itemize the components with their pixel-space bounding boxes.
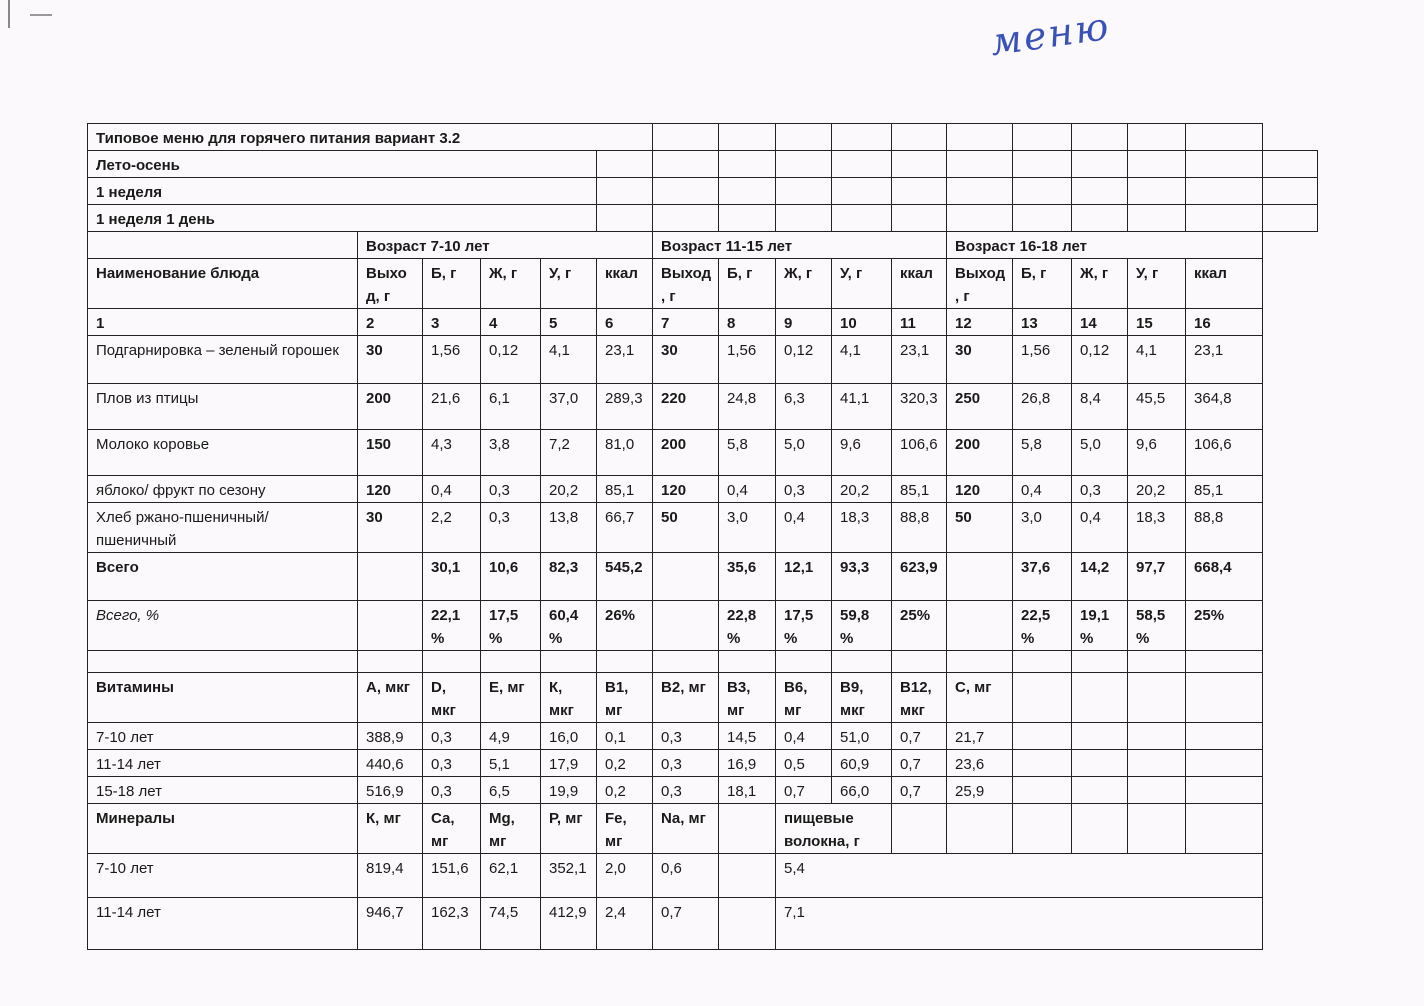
empty-cell [1072,804,1128,854]
empty-cell [1186,804,1263,854]
mineral-value: 0,7 [653,898,719,950]
empty-cell [947,651,1013,673]
dish-value: 37,0 [541,384,597,430]
mineral-header: Fe, мг [597,804,653,854]
carbs-header: У, г [832,259,892,309]
total-value [947,553,1013,601]
total-percent-value: 26% [597,601,653,651]
dish-value: 106,6 [1186,430,1263,476]
dish-value: 0,4 [719,476,776,503]
dish-value: 30 [358,336,423,384]
vitamin-value: 0,3 [423,777,481,804]
mineral-header: К, мг [358,804,423,854]
vitamin-header: К, мкг [541,673,597,723]
dish-value: 23,1 [1186,336,1263,384]
total-value [358,553,423,601]
mineral-value: 7,1 [776,898,1263,950]
empty-cell [1128,777,1186,804]
dish-value: 0,3 [1072,476,1128,503]
carbs-header: У, г [541,259,597,309]
vitamin-value: 0,3 [423,750,481,777]
age-group-11-15: Возраст 11-15 лет [653,232,947,259]
vitamins-header-row [88,673,1318,723]
empty-cell [1072,723,1128,750]
dish-value: 6,3 [776,384,832,430]
vitamin-value: 6,5 [481,777,541,804]
yield-header: Выход, г [653,259,719,309]
dish-value: 5,8 [1013,430,1072,476]
total-value: 668,4 [1186,553,1263,601]
empty-cell [1128,673,1186,723]
dish-value: 50 [947,503,1013,553]
vitamins-label: Витамины [88,673,358,723]
mineral-value: 352,1 [541,854,597,898]
vitamin-header: D, мкг [423,673,481,723]
dish-value: 0,4 [1072,503,1128,553]
dish-value: 85,1 [597,476,653,503]
dish-value: 20,2 [541,476,597,503]
column-number: 10 [832,309,892,336]
dish-value: 24,8 [719,384,776,430]
vitamin-row [88,723,1318,750]
total-percent-value: 25% [892,601,947,651]
total-percent-value: 19,1 % [1072,601,1128,651]
season-row [88,151,1318,178]
total-value: 35,6 [719,553,776,601]
dish-value: 0,4 [776,503,832,553]
dish-row [88,476,1318,503]
dish-value: 21,6 [423,384,481,430]
dish-value: 18,3 [832,503,892,553]
vitamin-value: 0,3 [653,750,719,777]
fat-header: Ж, г [1072,259,1128,309]
kcal-header: ккал [1186,259,1263,309]
week-label: 1 неделя [88,178,597,205]
vitamin-header: А, мкг [358,673,423,723]
empty-cell [1013,750,1072,777]
total-percent-value: 22,8 % [719,601,776,651]
mineral-value: 2,0 [597,854,653,898]
mineral-row [88,898,1318,950]
vitamin-value: 0,7 [892,777,947,804]
dish-value: 0,4 [1013,476,1072,503]
total-percent-row [88,601,1318,651]
vitamin-value: 0,7 [776,777,832,804]
column-number: 3 [423,309,481,336]
dish-row [88,430,1318,476]
dish-value: 3,8 [481,430,541,476]
vitamin-header: С, мг [947,673,1013,723]
dish-value: 20,2 [832,476,892,503]
kcal-header: ккал [597,259,653,309]
dish-value: 2,2 [423,503,481,553]
empty-cell [1013,777,1072,804]
menu-table [87,123,1318,950]
mineral-value: 5,4 [776,854,1263,898]
total-row [88,553,1318,601]
empty-cell [892,651,947,673]
dish-value: 88,8 [892,503,947,553]
dish-value: 320,3 [892,384,947,430]
column-number: 9 [776,309,832,336]
mineral-value: 62,1 [481,854,541,898]
mineral-header: Р, мг [541,804,597,854]
dish-row [88,384,1318,430]
empty-cell [541,651,597,673]
empty-cell [1072,777,1128,804]
title-row [88,124,1318,151]
dish-value: 364,8 [1186,384,1263,430]
mineral-row [88,854,1318,898]
empty-cell [1186,673,1263,723]
total-percent-value: 22,1 % [423,601,481,651]
dish-value: 9,6 [1128,430,1186,476]
dish-name: Подгарнировка – зеленый горошек [88,336,358,384]
total-value [653,553,719,601]
empty-cell [1072,651,1128,673]
minerals-header-row [88,804,1318,854]
handwritten-note: меню [987,3,1113,65]
protein-header: Б, г [719,259,776,309]
empty-cell [1013,804,1072,854]
total-value: 37,6 [1013,553,1072,601]
dish-value: 3,0 [1013,503,1072,553]
dish-value: 30 [358,503,423,553]
column-number: 8 [719,309,776,336]
season-label: Лето-осень [88,151,597,178]
week-day-row [88,205,1318,232]
empty-cell [1128,651,1186,673]
menu-table-body [88,124,1318,950]
dish-value: 85,1 [892,476,947,503]
vitamin-value: 0,5 [776,750,832,777]
total-percent-value [358,601,423,651]
dish-value: 4,1 [832,336,892,384]
dish-row [88,503,1318,553]
vitamin-value: 60,9 [832,750,892,777]
column-number: 4 [481,309,541,336]
total-percent-label: Всего, % [88,601,358,651]
empty-cell [1186,651,1263,673]
empty-cell [1186,750,1263,777]
dish-value: 106,6 [892,430,947,476]
vitamin-value: 18,1 [719,777,776,804]
vitamin-value: 0,7 [892,723,947,750]
empty-cell [1072,750,1128,777]
total-value: 12,1 [776,553,832,601]
dish-value: 88,8 [1186,503,1263,553]
dish-value: 220 [653,384,719,430]
dish-value: 50 [653,503,719,553]
dish-value: 18,3 [1128,503,1186,553]
mineral-header: пищевые волокна, г [776,804,892,854]
dish-value: 0,12 [776,336,832,384]
mineral-age-label: 7-10 лет [88,854,358,898]
total-percent-value: 59,8 % [832,601,892,651]
dish-value: 120 [358,476,423,503]
mineral-value: 74,5 [481,898,541,950]
dish-value: 41,1 [832,384,892,430]
empty-cell [776,651,832,673]
dish-value: 5,8 [719,430,776,476]
dish-value: 0,4 [423,476,481,503]
vitamin-value: 19,9 [541,777,597,804]
dish-value: 0,3 [481,503,541,553]
total-percent-value: 58,5 % [1128,601,1186,651]
column-number: 2 [358,309,423,336]
scan-edge-mark [30,14,52,16]
empty-cell [832,651,892,673]
vitamin-value: 23,6 [947,750,1013,777]
empty-cell [1128,804,1186,854]
empty-cell [719,651,776,673]
total-value: 97,7 [1128,553,1186,601]
vitamin-header: В9, мкг [832,673,892,723]
dish-value: 0,3 [481,476,541,503]
mineral-value: 412,9 [541,898,597,950]
dish-value: 4,1 [1128,336,1186,384]
kcal-header: ккал [892,259,947,309]
vitamin-value: 516,9 [358,777,423,804]
vitamin-value: 16,0 [541,723,597,750]
vitamin-row [88,777,1318,804]
dish-value: 8,4 [1072,384,1128,430]
dish-value: 81,0 [597,430,653,476]
empty-cell [1013,673,1072,723]
empty-cell [1186,723,1263,750]
total-value: 545,2 [597,553,653,601]
dish-value: 20,2 [1128,476,1186,503]
vitamin-value: 0,3 [653,777,719,804]
dish-value: 5,0 [776,430,832,476]
total-percent-value: 17,5 % [776,601,832,651]
total-percent-value: 17,5 % [481,601,541,651]
dish-value: 289,3 [597,384,653,430]
dish-value: 85,1 [1186,476,1263,503]
vitamin-value: 0,3 [423,723,481,750]
mineral-age-label: 11-14 лет [88,898,358,950]
dish-value: 1,56 [1013,336,1072,384]
vitamin-value: 0,3 [653,723,719,750]
dish-value: 23,1 [597,336,653,384]
column-number: 16 [1186,309,1263,336]
column-number-row [88,309,1318,336]
carbs-header: У, г [1128,259,1186,309]
vitamin-age-label: 7-10 лет [88,723,358,750]
vitamin-value: 66,0 [832,777,892,804]
empty-cell [88,651,358,673]
empty-cell [1128,750,1186,777]
mineral-value: 819,4 [358,854,423,898]
yield-header: Выход, г [947,259,1013,309]
dish-value: 4,3 [423,430,481,476]
empty-cell [653,651,719,673]
dish-value: 30 [947,336,1013,384]
dish-value: 0,12 [481,336,541,384]
vitamin-value: 0,2 [597,750,653,777]
dish-value: 150 [358,430,423,476]
dish-value: 45,5 [1128,384,1186,430]
protein-header: Б, г [1013,259,1072,309]
total-value: 10,6 [481,553,541,601]
mineral-value: 151,6 [423,854,481,898]
mineral-header: Са, мг [423,804,481,854]
vitamin-header: В3, мг [719,673,776,723]
spacer-row [88,651,1318,673]
dish-value: 1,56 [423,336,481,384]
empty-cell [597,651,653,673]
column-number: 11 [892,309,947,336]
column-number: 15 [1128,309,1186,336]
dish-value: 120 [653,476,719,503]
dish-value: 9,6 [832,430,892,476]
scan-edge-mark [8,0,10,28]
column-number: 14 [1072,309,1128,336]
vitamin-value: 14,5 [719,723,776,750]
column-number: 5 [541,309,597,336]
dish-value: 3,0 [719,503,776,553]
dish-value: 200 [947,430,1013,476]
dish-name-header: Наименование блюда [88,259,358,309]
empty-cell [892,804,947,854]
vitamin-age-label: 15-18 лет [88,777,358,804]
minerals-label: Минералы [88,804,358,854]
age-group-7-10: Возраст 7-10 лет [358,232,653,259]
empty-cell [719,898,776,950]
dish-name: Молоко коровье [88,430,358,476]
fat-header: Ж, г [776,259,832,309]
empty-cell [1072,673,1128,723]
mineral-value: 162,3 [423,898,481,950]
week-row [88,178,1318,205]
total-value: 30,1 [423,553,481,601]
total-percent-value: 25% [1186,601,1263,651]
total-label: Всего [88,553,358,601]
fat-header: Ж, г [481,259,541,309]
empty-cell [1013,651,1072,673]
vitamin-value: 25,9 [947,777,1013,804]
dish-name: Хлеб ржано-пшеничный/ пшеничный [88,503,358,553]
vitamin-value: 4,9 [481,723,541,750]
dish-row [88,336,1318,384]
total-percent-value [653,601,719,651]
dish-value: 0,3 [776,476,832,503]
dish-value: 13,8 [541,503,597,553]
vitamin-header: В1, мг [597,673,653,723]
dish-value: 6,1 [481,384,541,430]
empty-cell [358,651,423,673]
dish-value: 250 [947,384,1013,430]
age-group-16-18: Возраст 16-18 лет [947,232,1263,259]
dish-value: 23,1 [892,336,947,384]
yield-header: Выход, г [358,259,423,309]
protein-header: Б, г [423,259,481,309]
dish-value: 200 [653,430,719,476]
total-value: 14,2 [1072,553,1128,601]
total-percent-value [947,601,1013,651]
vitamin-value: 0,4 [776,723,832,750]
dish-value: 7,2 [541,430,597,476]
column-number: 6 [597,309,653,336]
vitamin-value: 5,1 [481,750,541,777]
column-number: 7 [653,309,719,336]
mineral-value: 2,4 [597,898,653,950]
dish-value: 4,1 [541,336,597,384]
empty-cell [947,804,1013,854]
empty-cell [719,804,776,854]
empty-cell [481,651,541,673]
vitamin-value: 17,9 [541,750,597,777]
dish-name: яблоко/ фрукт по сезону [88,476,358,503]
mineral-value: 0,6 [653,854,719,898]
vitamin-value: 51,0 [832,723,892,750]
total-percent-value: 22,5 % [1013,601,1072,651]
dish-value: 0,12 [1072,336,1128,384]
vitamin-header: В2, мг [653,673,719,723]
total-value: 93,3 [832,553,892,601]
column-number: 12 [947,309,1013,336]
dish-value: 26,8 [1013,384,1072,430]
empty-cell [719,854,776,898]
total-value: 82,3 [541,553,597,601]
menu-sheet [87,123,1318,920]
mineral-header: Na, мг [653,804,719,854]
age-groups-row [88,232,1318,259]
week-day-label: 1 неделя 1 день [88,205,597,232]
empty-cell [423,651,481,673]
mineral-header: Mg, мг [481,804,541,854]
vitamin-value: 0,7 [892,750,947,777]
dish-value: 30 [653,336,719,384]
vitamin-value: 21,7 [947,723,1013,750]
empty-cell [1128,723,1186,750]
menu-title: Типовое меню для горячего питания вариант 3.2 [88,124,653,151]
column-number: 13 [1013,309,1072,336]
total-value: 623,9 [892,553,947,601]
total-percent-value: 60,4 % [541,601,597,651]
vitamin-header: Е, мг [481,673,541,723]
empty-cell [1013,723,1072,750]
vitamin-header: В12, мкг [892,673,947,723]
dish-value: 120 [947,476,1013,503]
column-number: 1 [88,309,358,336]
vitamin-value: 0,2 [597,777,653,804]
empty-cell [1186,777,1263,804]
mineral-value: 946,7 [358,898,423,950]
dish-value: 66,7 [597,503,653,553]
dish-value: 200 [358,384,423,430]
vitamin-header: В6, мг [776,673,832,723]
vitamin-value: 0,1 [597,723,653,750]
dish-name: Плов из птицы [88,384,358,430]
dish-value: 1,56 [719,336,776,384]
vitamin-value: 16,9 [719,750,776,777]
dish-value: 5,0 [1072,430,1128,476]
vitamin-age-label: 11-14 лет [88,750,358,777]
vitamin-value: 388,9 [358,723,423,750]
vitamin-value: 440,6 [358,750,423,777]
vitamin-row [88,750,1318,777]
column-header-row [88,259,1318,309]
